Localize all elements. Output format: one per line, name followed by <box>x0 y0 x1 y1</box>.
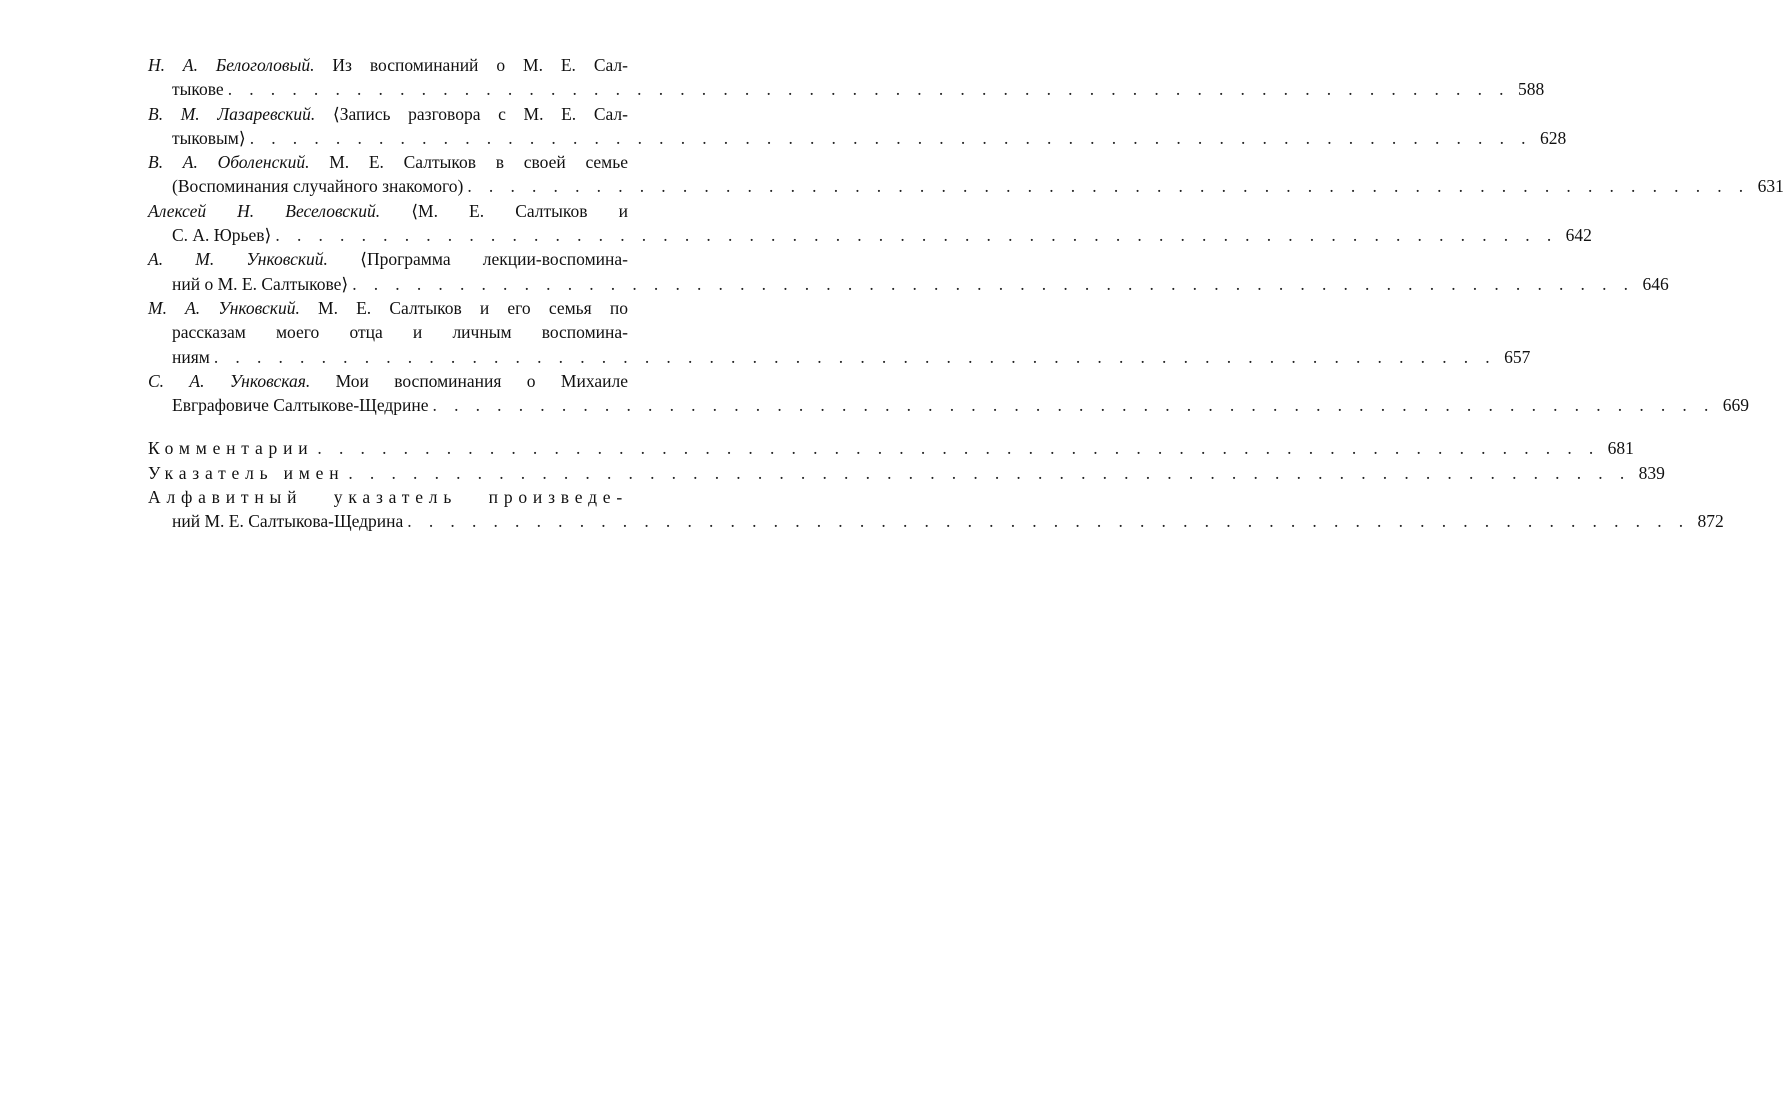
toc-entry-name-index[interactable] <box>148 461 1665 485</box>
toc-entry-page: 681 <box>1607 438 1634 459</box>
leader-dots <box>407 509 1689 533</box>
toc-entry-title-line: ⟨М. Е. Салтыков и <box>411 200 628 221</box>
toc-entry-commentary[interactable] <box>148 436 1634 460</box>
toc-entry-title-line: рассказам моего отца и личным воспомина- <box>172 322 628 343</box>
toc-entry-author: С. А. Унковская. <box>148 370 311 391</box>
toc-entry-title-line: М. Е. Салтыков и его семья по <box>318 297 628 318</box>
toc-entry-title-line: ниям <box>172 346 210 367</box>
table-of-contents <box>148 53 1784 534</box>
toc-entry-author: Алексей Н. Веселовский. <box>148 200 381 221</box>
toc-entry-title-line: Из воспоминаний о М. Е. Сал- <box>332 55 628 75</box>
toc-entry-unkovskaya[interactable] <box>148 369 1749 418</box>
toc-entry-obolensky[interactable] <box>148 150 1784 199</box>
toc-entry-unkovsky-am[interactable] <box>148 247 1669 296</box>
toc-entry-page: 839 <box>1638 462 1665 483</box>
toc-entry-author: В. А. Оболенский. <box>148 152 310 173</box>
toc-entry-page: 657 <box>1504 346 1531 367</box>
toc-entry-author: В. М. Лазаревский. <box>148 103 316 124</box>
leader-dots <box>352 272 1634 296</box>
leader-dots <box>250 126 1532 150</box>
toc-entry-page: 872 <box>1697 511 1724 532</box>
toc-entry-title-line: Евграфовиче Салтыкове-Щедрине <box>172 395 429 416</box>
toc-entry-title-line: тыковым⟩ <box>172 127 246 148</box>
toc-entry-page: 631 <box>1757 176 1784 197</box>
toc-entry-page: 646 <box>1642 273 1669 294</box>
leader-dots <box>348 461 1630 485</box>
toc-entry-title-line: Мои воспоминания о Михаиле <box>335 370 628 391</box>
toc-entry-works-index[interactable] <box>148 485 1724 534</box>
toc-entry-unkovsky-ma[interactable] <box>148 296 1531 369</box>
toc-entry-belogolovy[interactable] <box>148 53 1545 102</box>
toc-entry-title-line: М. Е. Салтыков в своей семье <box>329 152 629 173</box>
toc-entry-title-line: Алфавитный указатель произведе- <box>148 487 628 508</box>
toc-entry-page: 669 <box>1722 395 1749 416</box>
toc-entry-title-line: Комментарии <box>148 438 314 459</box>
toc-entry-title-line: Указатель имен <box>148 462 345 483</box>
toc-entry-title-line: ⟨Запись разговора с М. Е. Сал- <box>332 103 628 124</box>
toc-entry-page: 588 <box>1517 79 1545 100</box>
leader-dots <box>317 436 1599 460</box>
toc-entry-author: Н. А. Белоголовый. <box>148 55 315 75</box>
toc-entry-title-line: ний о М. Е. Салтыкове⟩ <box>172 273 349 294</box>
toc-entry-title-line: (Воспоминания случайного знакомого) <box>172 176 464 197</box>
toc-entry-title-line: С. А. Юрьев⟩ <box>172 225 272 246</box>
leader-dots <box>275 223 1557 247</box>
toc-entry-lazarevsky[interactable] <box>148 102 1567 151</box>
toc-entry-page: 628 <box>1539 127 1567 148</box>
leader-dots <box>467 174 1749 198</box>
leader-dots <box>433 393 1715 417</box>
toc-entry-veselovsky[interactable] <box>148 199 1592 248</box>
toc-entry-title-line: ⟨Программа лекции-воспомина- <box>360 249 628 270</box>
toc-entry-title-line: тыкове <box>172 79 224 100</box>
toc-entry-author: А. М. Унковский. <box>148 249 328 270</box>
leader-dots <box>214 345 1496 369</box>
toc-entry-page: 642 <box>1565 225 1592 246</box>
toc-entry-title-line: ний М. Е. Салтыкова-Щедрина <box>172 511 404 532</box>
section-spacer <box>148 417 628 436</box>
toc-entry-author: М. А. Унковский. <box>148 297 300 318</box>
leader-dots <box>228 77 1510 101</box>
